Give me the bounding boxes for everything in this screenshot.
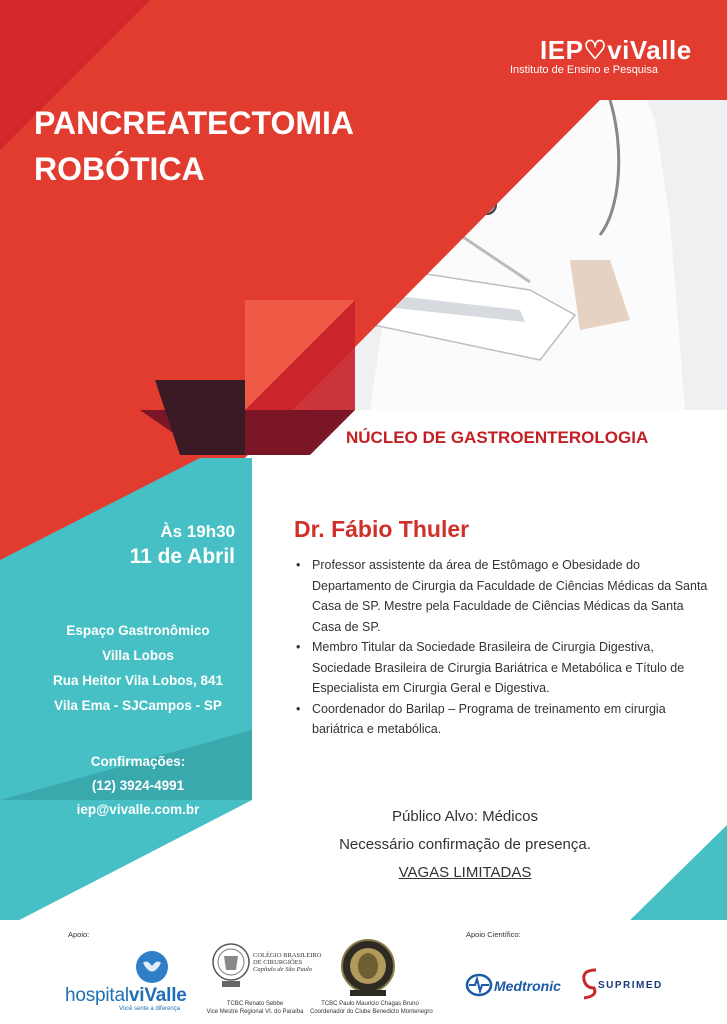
audience-info — [280, 803, 650, 887]
event-time: Às 19h30 — [160, 522, 235, 541]
contact-info — [20, 750, 256, 822]
venue-line: Vila Ema - SJCampos - SP — [54, 698, 222, 713]
clube-seal-icon — [340, 938, 396, 998]
hospital-tagline: Você sente a diferença — [119, 1006, 181, 1012]
iep-vivalle-logo — [510, 35, 692, 77]
suprimed-icon — [578, 966, 600, 1002]
vivalle-heart-icon — [135, 950, 169, 984]
venue-line: Villa Lobos — [102, 648, 174, 663]
department-heading: NÚCLEO DE GASTROENTEROLOGIA — [346, 428, 649, 447]
logo-subtitle: Instituto de Ensino e Pesquisa — [510, 64, 658, 76]
doctor-bio-list — [294, 555, 714, 740]
venue-line: Rua Heitor Vila Lobos, 841 — [52, 673, 224, 688]
apoio-cientifico-label: Apoio Científico: — [466, 930, 521, 939]
event-title — [34, 100, 354, 192]
medtronic-logo: Medtronic — [494, 978, 561, 994]
audience-note: Necessário confirmação de presença. — [339, 836, 591, 853]
contact-email[interactable]: iep@vivalle.com.br — [76, 802, 200, 817]
cbc-caption: TCBC Renato Sebbe Vice Mestre Regional VI. do Paraíba — [206, 1001, 304, 1015]
sponsors-bar — [0, 920, 727, 1024]
cbc-seal-icon — [212, 942, 250, 990]
hospital-vivalle-logo — [65, 985, 187, 1012]
apoio-label: Apoio: — [68, 930, 90, 939]
logo-text: IEP♡viValle — [540, 35, 692, 65]
contact-phone[interactable]: (12) 3924-4991 — [91, 778, 185, 793]
bio-item: • Coordenador do Barilap – Programa de treinamento em cirurgia bariátrica e metabólica. — [294, 699, 714, 740]
medtronic-icon — [465, 972, 493, 998]
audience-line — [280, 803, 650, 831]
clube-caption: TCBC Paulo Mauricio Chagas Bruno Coordenador do Clube Benedicto Montenegro — [310, 1001, 433, 1015]
bio-item: • Membro Titular da Sociedade Brasileira de Cirurgia Digestiva, Sociedade Brasileira de Cirurgia Bariátrica e Metabólica e Título de Especialista em Cirurgia Geral e Digestiva. — [294, 637, 714, 699]
audience-value: Médicos — [482, 808, 538, 825]
bio-item: • Professor assistente da área de Estômago e Obesidade do Departamento de Cirurgia da Faculdade de Ciências Médicas da Santa Casa de SP. Mestre pela Faculdade de Ciências Médicas da Santa Casa de SP. — [294, 555, 714, 637]
vivalle-word: viValle — [128, 985, 187, 1006]
limited-seats: VAGAS LIMITADAS — [398, 864, 532, 881]
doctor-name: Dr. Fábio Thuler — [294, 516, 470, 542]
title-line-1: PANCREATECTOMIA — [34, 105, 354, 141]
venue-address — [20, 618, 256, 718]
event-datetime — [60, 520, 235, 570]
suprimed-logo: SUPRIMED — [598, 980, 663, 991]
venue-line: Espaço Gastronômico — [66, 623, 210, 638]
cbc-name: COLÉGIO BRASILEIRO DE CIRURGIÕES Capítulo de São Paulo — [253, 952, 322, 973]
event-date: 11 de Abril — [129, 545, 235, 568]
hospital-word: hospital — [65, 985, 129, 1006]
title-line-2: ROBÓTICA — [34, 151, 205, 187]
audience-label: Público Alvo: — [392, 808, 478, 825]
contact-heading: Confirmações: — [90, 754, 186, 769]
